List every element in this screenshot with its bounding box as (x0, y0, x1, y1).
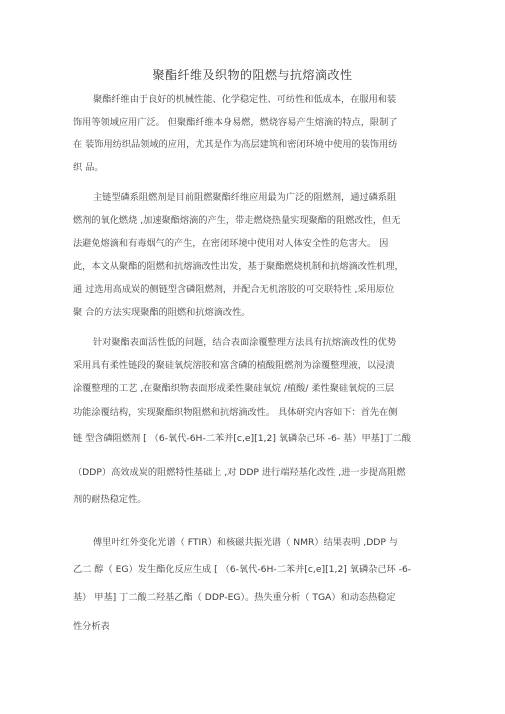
text-line: 燃剂的氧化燃烧 ,加速聚酯熔滴的产生，带走燃烧热量实现聚酯的阻燃改性，但无 (73, 215, 401, 226)
text-line: 通 过选用高成炭的侧链型含磷阻燃剂，并配合无机溶胶的可交联特性 ,采用原位 (73, 284, 395, 295)
text-line: 织 品。 (73, 162, 104, 173)
text-line: 乙二 醇（ EG）发生酯化反应生成 [ （6-氧代-6H-二苯并[c,e][1,2] 氧磷杂己环 -6- (73, 564, 412, 575)
text-line: 基） 甲基] 丁二酸二羟基乙酯（ DDP-EG）。热失重分析（ TGA）和动态热稳定 (73, 592, 396, 603)
text-line: 链 型含磷阻燃剂 [ （6-氧代-6H-二苯并[c,e][1,2] 氧磷杂己环 -6- 基）甲基]丁二酸 (73, 433, 411, 444)
text-line: 涂覆整理的工艺 ,在聚酯织物表面形成柔性聚硅氧烷 /植酸/ 柔性聚硅氧烷的三层 (73, 383, 395, 394)
text-line: 剂的耐热稳定性。 (73, 494, 147, 505)
text-line: 聚酯纤维由于良好的机械性能、化学稳定性、可纺性和低成本，在服用和装 (93, 94, 397, 105)
text-line: 聚 合的方法实现聚酯的阻燃和抗熔滴改性。 (73, 307, 251, 318)
text-line: 饰用等领域应用广泛。 但聚酯纤维本身易燃，燃烧容易产生熔滴的特点，限制了 (73, 117, 398, 128)
text-line: 功能涂覆结构，实现聚酯织物阻燃和抗熔滴改性。 具体研究内容如下：首先在侧 (73, 407, 398, 418)
text-line: 法避免熔滴和有毒烟气的产生，在密闭环境中使用对人体安全性的危害大。 因 (73, 238, 389, 249)
text-line: 此，本文从聚酯的阻燃和抗熔滴改性出发，基于聚酯燃烧机制和抗熔滴改性机理， (73, 261, 404, 272)
text-line: （DDP）高效成炭的阻燃特性基础上 ,对 DDP 进行端羟基化改性 ,进一步提高阻燃 (73, 467, 406, 478)
text-line: 针对聚酯表面活性低的问题，结合表面涂覆整理方法具有抗熔滴改性的优势 (93, 337, 397, 348)
text-line: 采用具有柔性链段的聚硅氧烷溶胶和富含磷的植酸阻燃剂为涂覆整理液，以浸渍 (73, 360, 395, 371)
text-line: 性分析表 (73, 621, 110, 632)
text-line: 主链型磷系阻燃剂是目前阻燃聚酯纤维应用最为广泛的阻燃剂，通过磷系阻 (93, 192, 397, 203)
text-line: 在 装饰用纺织品领域的应用，尤其是作为高层建筑和密闭环境中使用的装饰用纺 (73, 139, 398, 150)
document-title: 聚酯纤维及织物的阻燃与抗熔滴改性 (152, 68, 353, 82)
text-line: 傅里叶红外变化光谱（ FTIR）和核磁共振光谱（ NMR）结果表明 ,DDP 与 (93, 537, 398, 548)
